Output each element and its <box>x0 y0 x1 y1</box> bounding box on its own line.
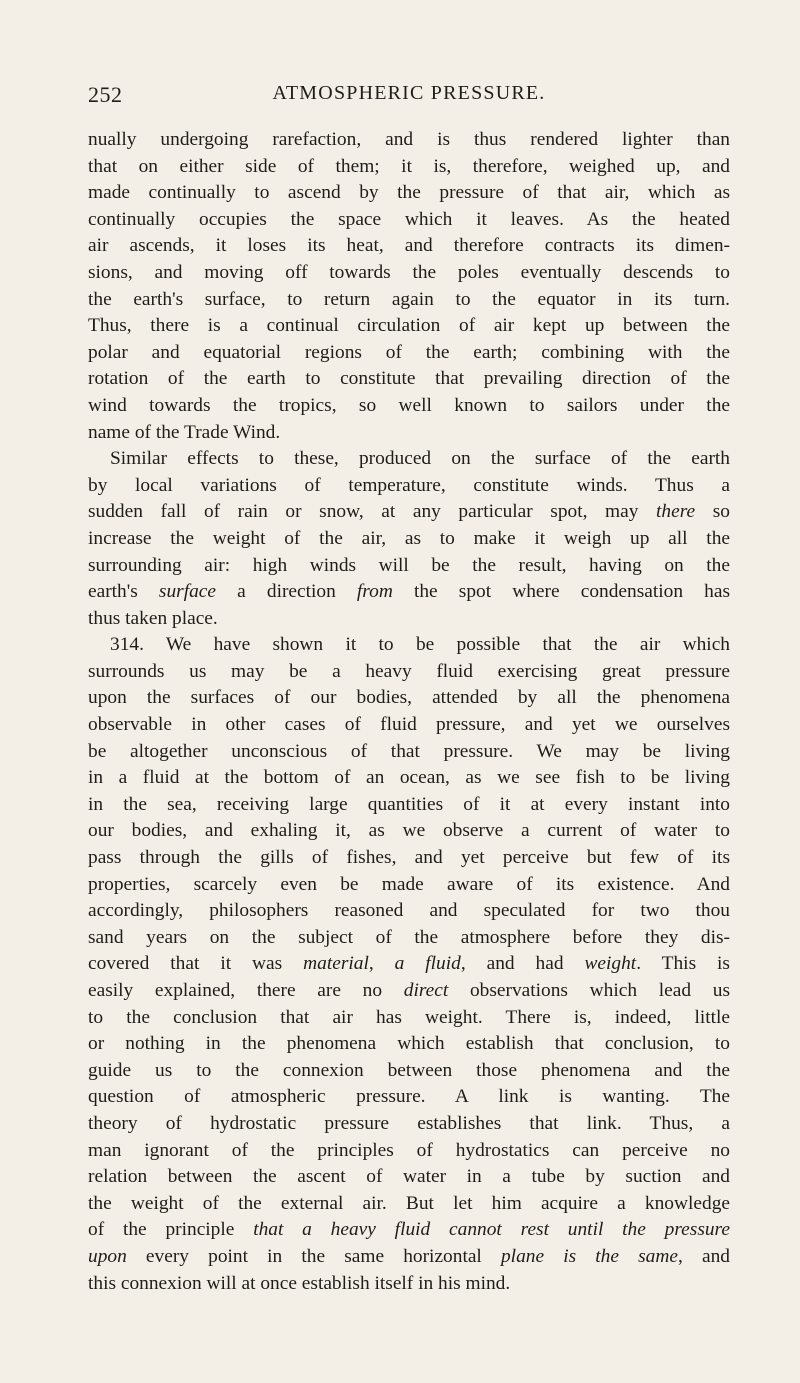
text-line <box>88 154 730 181</box>
text-line <box>88 499 730 526</box>
text-run: surrounding air: high winds will be the result, having on the <box>88 554 730 576</box>
text-line <box>88 1058 730 1085</box>
text-run: easily explained, there are no <box>88 980 404 1001</box>
text-line <box>88 473 730 500</box>
text-line <box>88 526 730 553</box>
text-line <box>88 1271 730 1298</box>
text-line <box>88 207 730 234</box>
text-line <box>88 260 730 287</box>
text-run: continually occupies the space which it leaves. As the heated <box>88 208 730 230</box>
text-line <box>88 420 730 447</box>
text-line <box>88 287 730 314</box>
text-run: name of the Trade Wind. <box>88 421 281 443</box>
text-run: relation between the ascent of water in a tube by suction and <box>88 1166 730 1188</box>
text-run: accordingly, philosophers reasoned and speculated for two thou <box>88 900 730 922</box>
text-run: of the principle <box>88 1219 254 1241</box>
text-run: sions, and moving off towards the poles eventually descends to <box>88 261 730 283</box>
text-line <box>88 659 730 686</box>
text-run: surrounds us may be a heavy fluid exercising great pressure <box>88 660 730 682</box>
text-run: every point in the same horizontal <box>126 1245 501 1267</box>
text-line <box>88 233 730 260</box>
text-run: so <box>695 501 730 523</box>
text-line <box>88 180 730 207</box>
text-line <box>88 951 730 978</box>
italic-text: weight <box>584 953 637 975</box>
italic-text: direct <box>403 980 449 1001</box>
text-line <box>88 925 730 952</box>
text-line <box>88 127 730 154</box>
text-run: the weight of the external air. But let him acquire a knowledge <box>88 1192 730 1214</box>
text-run: to the conclusion that air has weight. There is, indeed, little <box>88 1006 730 1028</box>
text-run: theory of hydrostatic pressure establishes that link. Thus, a <box>88 1112 730 1134</box>
page-header <box>88 82 730 112</box>
italic-text: material <box>303 953 369 975</box>
text-run: properties, scarcely even be made aware of its existence. And <box>88 873 730 895</box>
text-run: sudden fall of rain or snow, at any particular spot, may <box>88 501 657 523</box>
text-run: observable in other cases of fluid pressure, and yet we ourselves <box>88 714 730 736</box>
italic-text: upon <box>88 1245 127 1267</box>
text-line <box>88 978 730 1005</box>
text-line <box>88 685 730 712</box>
text-line <box>88 1031 730 1058</box>
text-line <box>88 739 730 766</box>
text-line <box>88 632 730 659</box>
text-run: be altogether unconscious of that pressure. We may be living <box>88 740 730 762</box>
text-line <box>88 845 730 872</box>
text-run: nually undergoing rarefaction, and is thus rendered lighter than <box>88 129 730 150</box>
text-line <box>88 765 730 792</box>
text-run: in a fluid at the bottom of an ocean, as we see fish to be living <box>88 767 730 789</box>
text-run: Similar effects to these, produced on the surface of the earth <box>110 448 730 470</box>
text-run: by local variations of temperature, constitute winds. Thus a <box>88 474 730 496</box>
text-run: . This is <box>636 953 730 975</box>
text-run: wind towards the tropics, so well known to sailors under the <box>88 394 730 416</box>
text-line <box>88 1164 730 1191</box>
text-line <box>88 579 730 606</box>
text-line <box>88 553 730 580</box>
text-run: , and had <box>460 953 585 975</box>
text-run: earth's <box>88 581 159 603</box>
text-line <box>88 313 730 340</box>
text-run: , and <box>677 1245 730 1267</box>
text-run: a direction <box>216 581 357 603</box>
text-run: increase the weight of the air, as to make it weigh up all the <box>88 527 730 549</box>
text-run: pass through the gills of fishes, and yet perceive but few of its <box>88 847 730 869</box>
italic-text: from <box>356 581 393 603</box>
text-line <box>88 872 730 899</box>
italic-text: plane is the same <box>500 1245 678 1267</box>
text-line <box>88 818 730 845</box>
page-number: 252 <box>88 82 123 107</box>
text-run: in the sea, receiving large quantities of it at every instant into <box>88 793 730 815</box>
text-run: made continually to ascend by the pressure of that air, which as <box>88 182 730 204</box>
italic-text: surface <box>158 581 217 603</box>
text-run: the earth's surface, to return again to the equator in its turn. <box>88 288 730 310</box>
italic-text: there <box>656 501 696 523</box>
text-line <box>88 712 730 739</box>
text-line <box>88 792 730 819</box>
text-run: air ascends, it loses its heat, and therefore contracts its dimen- <box>88 235 730 257</box>
text-line <box>88 446 730 473</box>
text-run: , <box>368 953 395 975</box>
italic-text: that a heavy fluid cannot rest until the pressure <box>253 1219 730 1241</box>
text-line <box>88 1217 730 1244</box>
text-run: this connexion will at once establish itself in his mind. <box>88 1272 511 1294</box>
text-line <box>88 1111 730 1138</box>
text-line <box>88 366 730 393</box>
text-run: 314. We have shown it to be possible that the air which <box>110 634 730 656</box>
text-line <box>88 1138 730 1165</box>
text-line <box>88 393 730 420</box>
text-run: upon the surfaces of our bodies, attended by all the phenomena <box>88 687 730 709</box>
text-run: guide us to the connexion between those phenomena and the <box>88 1059 730 1081</box>
text-line <box>88 1084 730 1111</box>
text-run: rotation of the earth to constitute that prevailing direction of the <box>88 368 730 390</box>
text-run: that on either side of them; it is, therefore, weighed up, and <box>88 155 730 177</box>
italic-text: a fluid <box>394 953 461 975</box>
text-line <box>88 340 730 367</box>
text-run: our bodies, and exhaling it, as we observe a current of water to <box>88 820 730 842</box>
text-run: or nothing in the phenomena which establish that conclusion, to <box>88 1033 730 1055</box>
text-run: covered that it was <box>88 953 304 975</box>
text-line <box>88 898 730 925</box>
text-run: question of atmospheric pressure. A link is wanting. The <box>88 1086 730 1108</box>
text-run: man ignorant of the principles of hydrostatics can perceive no <box>88 1139 730 1161</box>
text-run: Thus, there is a continual circulation of air kept up between the <box>88 315 730 337</box>
text-run: the spot where condensation has <box>392 581 731 603</box>
text-run: polar and equatorial regions of the earth; combining with the <box>88 341 730 363</box>
body-text <box>88 127 730 1297</box>
text-line <box>88 1244 730 1271</box>
text-run: thus taken place. <box>88 607 218 629</box>
text-line <box>88 606 730 633</box>
running-head: ATMOSPHERIC PRESSURE. <box>272 82 546 104</box>
text-run: sand years on the subject of the atmosphere before they dis- <box>88 926 730 948</box>
text-run: observations which lead us <box>448 980 730 1001</box>
text-line <box>88 1191 730 1218</box>
text-line <box>88 1005 730 1032</box>
